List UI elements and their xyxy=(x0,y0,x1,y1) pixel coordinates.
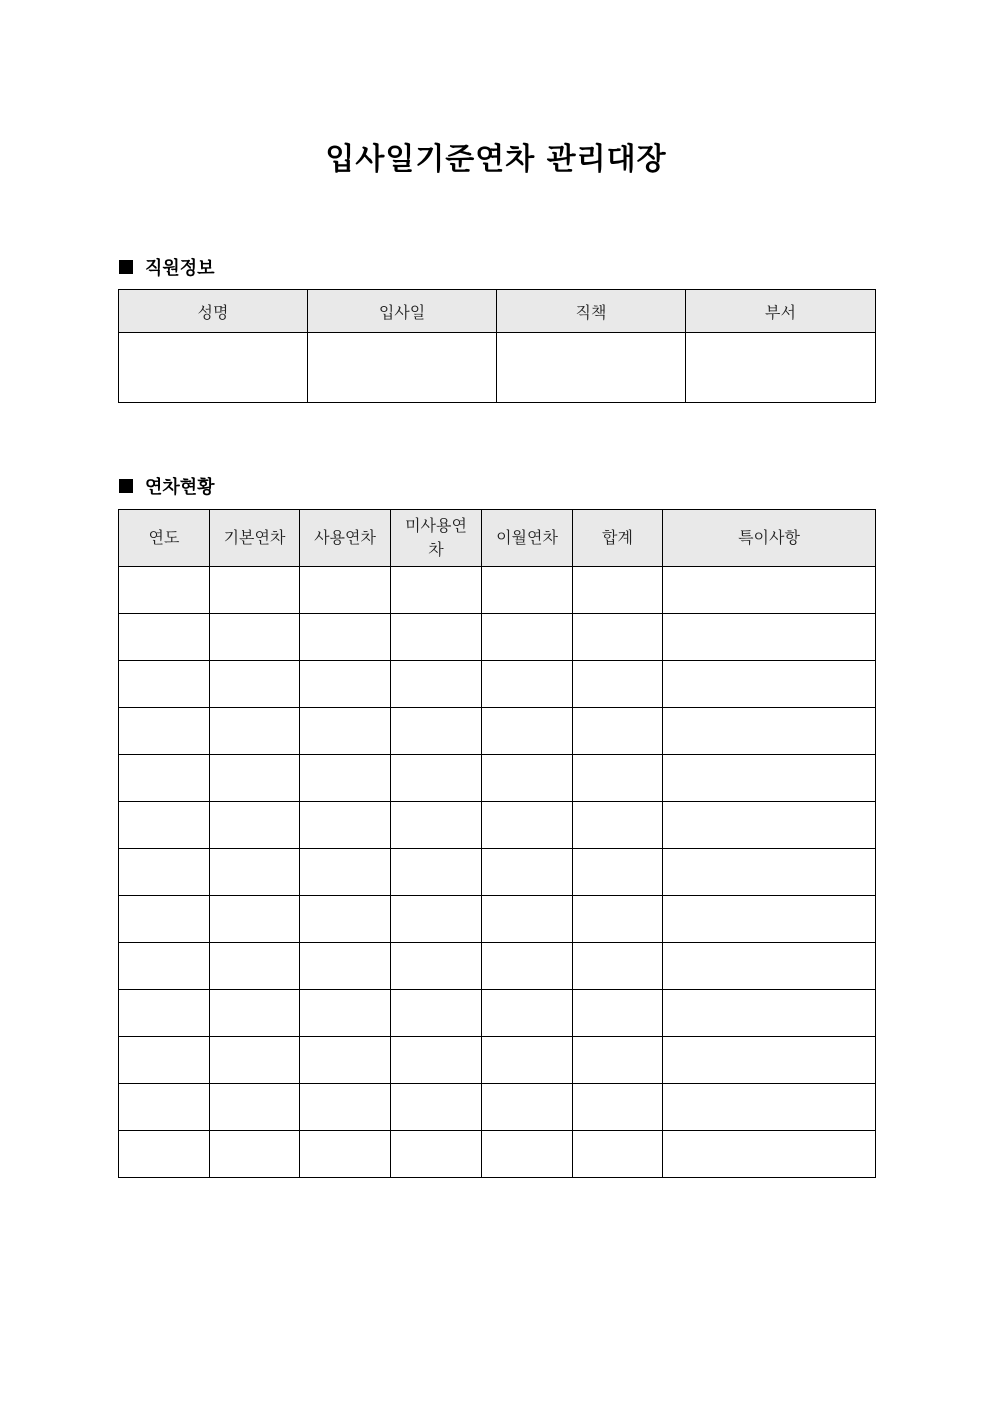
cell-basic-leave[interactable] xyxy=(210,614,300,661)
cell-year[interactable] xyxy=(119,802,210,849)
column-header-total: 합계 xyxy=(573,510,663,567)
table-row xyxy=(119,1037,876,1084)
cell-remarks[interactable] xyxy=(663,661,876,708)
cell-carryover-leave[interactable] xyxy=(482,990,573,1037)
cell-total[interactable] xyxy=(573,661,663,708)
cell-remarks[interactable] xyxy=(663,1084,876,1131)
cell-year[interactable] xyxy=(119,567,210,614)
cell-total[interactable] xyxy=(573,755,663,802)
column-header-name: 성명 xyxy=(119,290,308,333)
square-bullet-icon xyxy=(119,260,133,274)
cell-remarks[interactable] xyxy=(663,896,876,943)
cell-unused-leave[interactable] xyxy=(391,1084,482,1131)
cell-remarks[interactable] xyxy=(663,708,876,755)
section-heading: 직원정보 xyxy=(145,258,215,279)
cell-name[interactable] xyxy=(119,333,308,403)
table-header-row xyxy=(119,510,876,567)
column-header-department: 부서 xyxy=(686,290,876,333)
cell-used-leave[interactable] xyxy=(300,1131,391,1178)
table-row xyxy=(119,943,876,990)
cell-unused-leave[interactable] xyxy=(391,661,482,708)
cell-year[interactable] xyxy=(119,661,210,708)
cell-used-leave[interactable] xyxy=(300,567,391,614)
cell-used-leave[interactable] xyxy=(300,1084,391,1131)
section-employee-info xyxy=(119,254,215,280)
cell-unused-leave[interactable] xyxy=(391,943,482,990)
section-leave-status xyxy=(119,473,215,499)
cell-remarks[interactable] xyxy=(663,849,876,896)
section-heading: 연차현황 xyxy=(145,477,215,498)
table-row xyxy=(119,708,876,755)
cell-total[interactable] xyxy=(573,849,663,896)
cell-total[interactable] xyxy=(573,802,663,849)
cell-year[interactable] xyxy=(119,1131,210,1178)
table-row xyxy=(119,802,876,849)
cell-carryover-leave[interactable] xyxy=(482,802,573,849)
cell-year[interactable] xyxy=(119,614,210,661)
table-row xyxy=(119,1084,876,1131)
cell-remarks[interactable] xyxy=(663,614,876,661)
table-row xyxy=(119,614,876,661)
cell-year[interactable] xyxy=(119,1037,210,1084)
cell-year[interactable] xyxy=(119,990,210,1037)
cell-year[interactable] xyxy=(119,708,210,755)
table-row xyxy=(119,1131,876,1178)
cell-unused-leave[interactable] xyxy=(391,614,482,661)
cell-basic-leave[interactable] xyxy=(210,1131,300,1178)
column-header-used-leave: 사용연차 xyxy=(300,510,391,567)
table-row xyxy=(119,755,876,802)
cell-carryover-leave[interactable] xyxy=(482,849,573,896)
cell-used-leave[interactable] xyxy=(300,614,391,661)
cell-total[interactable] xyxy=(573,614,663,661)
cell-basic-leave[interactable] xyxy=(210,802,300,849)
cell-total[interactable] xyxy=(573,708,663,755)
square-bullet-icon xyxy=(119,479,133,493)
column-header-carryover-leave: 이월연차 xyxy=(482,510,573,567)
cell-used-leave[interactable] xyxy=(300,849,391,896)
cell-carryover-leave[interactable] xyxy=(482,943,573,990)
cell-carryover-leave[interactable] xyxy=(482,661,573,708)
column-header-position: 직책 xyxy=(497,290,686,333)
cell-used-leave[interactable] xyxy=(300,661,391,708)
cell-total[interactable] xyxy=(573,1131,663,1178)
cell-carryover-leave[interactable] xyxy=(482,567,573,614)
cell-used-leave[interactable] xyxy=(300,990,391,1037)
cell-carryover-leave[interactable] xyxy=(482,708,573,755)
cell-basic-leave[interactable] xyxy=(210,990,300,1037)
leave-status-table xyxy=(118,509,876,1178)
column-header-year: 연도 xyxy=(119,510,210,567)
document-title: 입사일기준연차 관리대장 xyxy=(325,142,667,177)
cell-carryover-leave[interactable] xyxy=(482,1037,573,1084)
table-row xyxy=(119,896,876,943)
cell-hire-date[interactable] xyxy=(308,333,497,403)
cell-remarks[interactable] xyxy=(663,802,876,849)
cell-year[interactable] xyxy=(119,896,210,943)
cell-unused-leave[interactable] xyxy=(391,708,482,755)
cell-year[interactable] xyxy=(119,849,210,896)
cell-basic-leave[interactable] xyxy=(210,896,300,943)
table-row xyxy=(119,333,876,403)
cell-unused-leave[interactable] xyxy=(391,1131,482,1178)
employee-info-table xyxy=(118,289,876,403)
cell-total[interactable] xyxy=(573,943,663,990)
table-row xyxy=(119,567,876,614)
cell-carryover-leave[interactable] xyxy=(482,614,573,661)
cell-basic-leave[interactable] xyxy=(210,849,300,896)
cell-used-leave[interactable] xyxy=(300,802,391,849)
cell-unused-leave[interactable] xyxy=(391,849,482,896)
cell-department[interactable] xyxy=(686,333,876,403)
cell-basic-leave[interactable] xyxy=(210,943,300,990)
cell-basic-leave[interactable] xyxy=(210,1084,300,1131)
cell-basic-leave[interactable] xyxy=(210,661,300,708)
cell-year[interactable] xyxy=(119,755,210,802)
cell-basic-leave[interactable] xyxy=(210,1037,300,1084)
column-header-basic-leave: 기본연차 xyxy=(210,510,300,567)
cell-basic-leave[interactable] xyxy=(210,755,300,802)
cell-used-leave[interactable] xyxy=(300,896,391,943)
column-header-hire-date: 입사일 xyxy=(308,290,497,333)
cell-total[interactable] xyxy=(573,567,663,614)
table-row xyxy=(119,990,876,1037)
cell-remarks[interactable] xyxy=(663,755,876,802)
cell-unused-leave[interactable] xyxy=(391,567,482,614)
cell-remarks[interactable] xyxy=(663,990,876,1037)
cell-carryover-leave[interactable] xyxy=(482,1084,573,1131)
cell-remarks[interactable] xyxy=(663,1037,876,1084)
cell-position[interactable] xyxy=(497,333,686,403)
table-row xyxy=(119,661,876,708)
cell-total[interactable] xyxy=(573,1084,663,1131)
cell-unused-leave[interactable] xyxy=(391,802,482,849)
column-header-unused-leave: 미사용연차 xyxy=(391,510,482,567)
column-header-remarks: 특이사항 xyxy=(663,510,876,567)
cell-carryover-leave[interactable] xyxy=(482,755,573,802)
cell-year[interactable] xyxy=(119,1084,210,1131)
cell-used-leave[interactable] xyxy=(300,755,391,802)
cell-carryover-leave[interactable] xyxy=(482,896,573,943)
cell-carryover-leave[interactable] xyxy=(482,1131,573,1178)
cell-basic-leave[interactable] xyxy=(210,708,300,755)
cell-unused-leave[interactable] xyxy=(391,990,482,1037)
cell-used-leave[interactable] xyxy=(300,943,391,990)
cell-unused-leave[interactable] xyxy=(391,896,482,943)
cell-unused-leave[interactable] xyxy=(391,755,482,802)
table-header-row xyxy=(119,290,876,333)
cell-total[interactable] xyxy=(573,990,663,1037)
cell-remarks[interactable] xyxy=(663,943,876,990)
cell-basic-leave[interactable] xyxy=(210,567,300,614)
cell-used-leave[interactable] xyxy=(300,708,391,755)
cell-total[interactable] xyxy=(573,1037,663,1084)
cell-remarks[interactable] xyxy=(663,1131,876,1178)
table-row xyxy=(119,849,876,896)
cell-year[interactable] xyxy=(119,943,210,990)
cell-used-leave[interactable] xyxy=(300,1037,391,1084)
cell-remarks[interactable] xyxy=(663,567,876,614)
cell-unused-leave[interactable] xyxy=(391,1037,482,1084)
cell-total[interactable] xyxy=(573,896,663,943)
